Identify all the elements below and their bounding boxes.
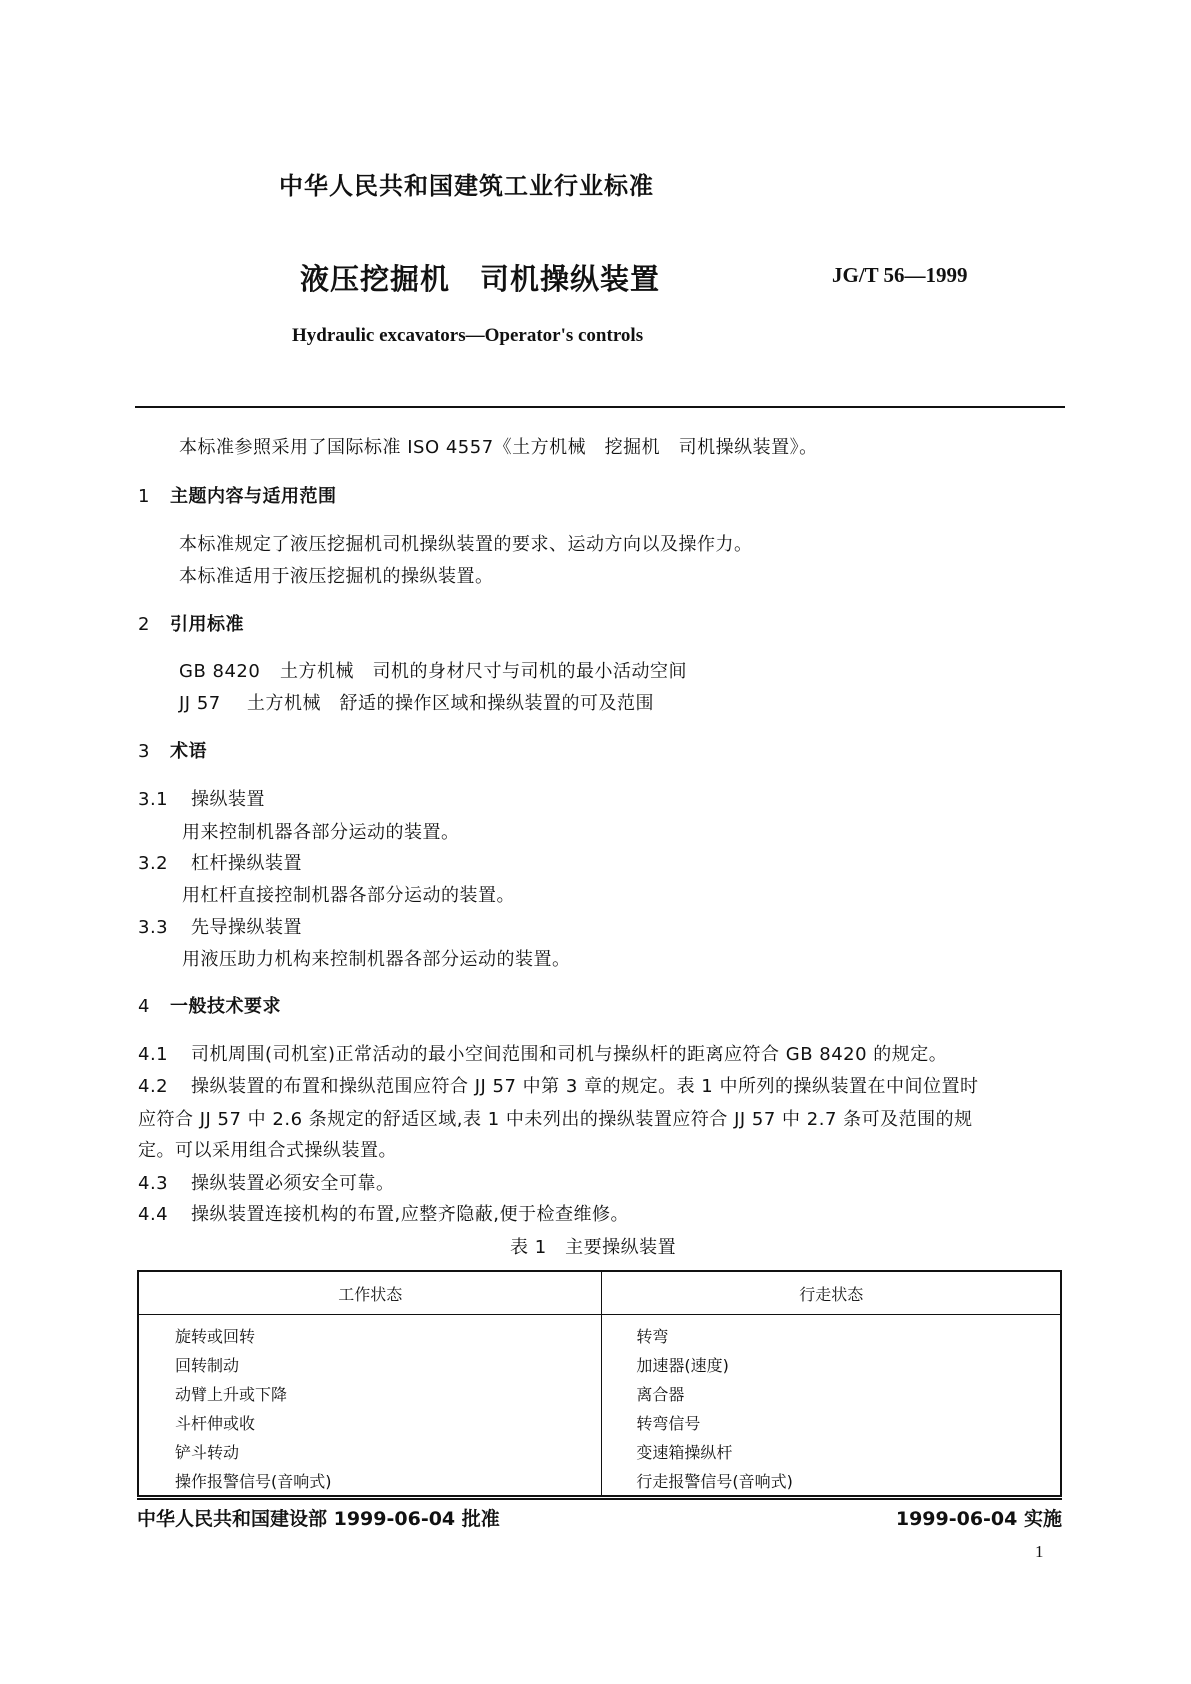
table-cell: 回转制动 [138,1350,602,1379]
clause-number: 4.1 [138,1044,169,1065]
section-3-heading: 术语 [170,741,207,762]
table-cell: 行走报警信号(音响式) [636,1472,793,1491]
section-2-heading: 引用标准 [170,614,244,635]
english-title: Hydraulic excavators—Operator's controls [292,325,644,346]
intro-text: 本标准参照采用了国际标准 ISO 4557《土方机械 挖掘机 司机操纵装置》。 [179,437,818,458]
reference-title: 土方机械 舒适的操作区域和操纵装置的可及范围 [247,693,654,714]
term-name: 杠杆操纵装置 [191,853,302,874]
table-row [138,1466,1061,1496]
table-caption: 表 1 主要操纵装置 [510,1237,677,1258]
term-number: 3.1 [138,789,169,810]
clause-text: 定。可以采用组合式操纵装置。 [138,1140,397,1161]
table-cell: 变速箱操纵杆 [636,1443,733,1462]
section-1-heading: 主题内容与适用范围 [170,486,337,507]
clause-number: 4.3 [138,1173,169,1194]
reference-title: 土方机械 司机的身材尺寸与司机的最小活动空间 [280,661,687,682]
section-4-heading: 一般技术要求 [170,996,281,1017]
clause-number: 4.2 [138,1076,169,1097]
section-3-number: 3 [138,741,150,762]
paragraph: 本标准适用于液压挖掘机的操纵装置。 [179,566,494,587]
clause-text: 应符合 JJ 57 中 2.6 条规定的舒适区域,表 1 中未列出的操纵装置应符合 JJ 57 中 2.7 条可及范围的规 [138,1109,973,1130]
table-row [138,1379,1061,1408]
table-cell: 转弯 [636,1327,669,1346]
paragraph: 本标准规定了液压挖掘机司机操纵装置的要求、运动方向以及操作力。 [179,534,753,555]
section-2-number: 2 [138,614,150,635]
clause-text: 司机周围(司机室)正常活动的最小空间范围和司机与操纵杆的距离应符合 GB 8420 的规定。 [191,1044,948,1065]
standard-code: JG/T 56—1999 [832,263,968,287]
reference-code: GB 8420 [179,661,261,682]
footer-divider [137,1498,1062,1500]
reference-code: JJ 57 [179,693,221,714]
term-definition: 用来控制机器各部分运动的装置。 [182,822,460,843]
table-cell: 斗杆伸或收 [138,1408,602,1437]
page-number: 1 [1035,1542,1044,1561]
page-title: 液压挖掘机 司机操纵装置 [300,262,661,296]
header-divider [135,406,1065,408]
term-name: 先导操纵装置 [191,917,302,938]
term-number: 3.2 [138,853,169,874]
table-cell: 离合器 [636,1385,685,1404]
effective-date: 1999-06-04 实施 [895,1508,1062,1530]
term-name: 操纵装置 [191,789,265,810]
table-row [138,1350,1061,1379]
column-header: 行走状态 [602,1271,1061,1315]
table-cell: 铲斗转动 [138,1437,602,1466]
standard-category: 中华人民共和国建筑工业行业标准 [279,172,654,200]
column-header: 工作状态 [138,1271,602,1315]
clause-text: 操纵装置连接机构的布置,应整齐隐蔽,便于检查维修。 [191,1204,629,1225]
controls-table [137,1270,1062,1497]
term-definition: 用杠杆直接控制机器各部分运动的装置。 [182,885,515,906]
table-header-row [138,1271,1061,1315]
table-cell: 动臂上升或下降 [138,1379,602,1408]
clause-text: 操纵装置必须安全可靠。 [191,1173,395,1194]
table-cell: 转弯信号 [636,1414,701,1433]
section-4-number: 4 [138,996,150,1017]
table-cell: 旋转或回转 [138,1315,602,1351]
clause-number: 4.4 [138,1204,169,1225]
term-definition: 用液压助力机构来控制机器各部分运动的装置。 [182,949,571,970]
approval-note: 中华人民共和国建设部 1999-06-04 批准 [137,1508,500,1530]
term-number: 3.3 [138,917,169,938]
table-cell: 操作报警信号(音响式) [138,1466,602,1496]
table-row [138,1315,1061,1351]
section-1-number: 1 [138,486,150,507]
table-cell: 加速器(速度) [636,1356,729,1375]
table-row [138,1437,1061,1466]
table-row [138,1408,1061,1437]
clause-text: 操纵装置的布置和操纵范围应符合 JJ 57 中第 3 章的规定。表 1 中所列的操纵装置在中间位置时 [191,1076,979,1097]
